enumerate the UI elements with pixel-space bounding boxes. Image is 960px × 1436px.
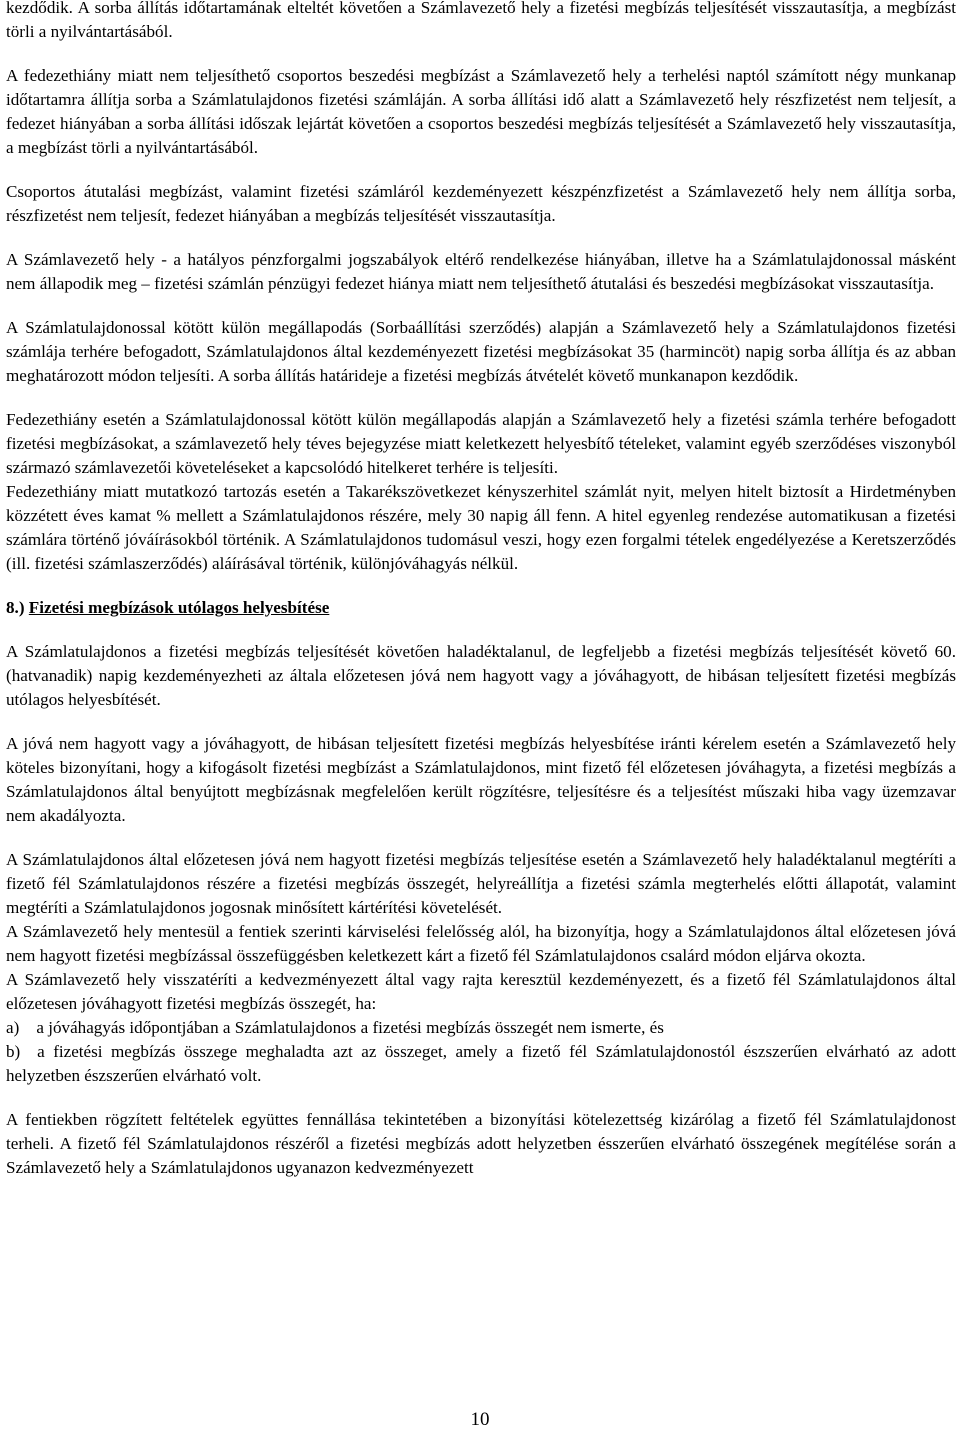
paragraph-gap <box>6 296 956 316</box>
paragraph-liability-exemption: A Számlavezető hely mentesül a fentiek szerinti kárviselési felelősség alól, ha bizonyítja, hogy a Számlatulajdonos által előzetesen jóvá nem hagyott fizetési megbízással összefüggésben keletkezett kárt a fizető fél Számlatulajdonos csalárd módon eljárva okozta. <box>6 922 956 965</box>
paragraph-gap <box>6 44 956 64</box>
page-number: 10 <box>470 1409 490 1430</box>
section-title: Fizetési megbízások utólagos helyesbítése <box>28 598 330 617</box>
paragraph-group-transfer: Csoportos átutalási megbízást, valamint fizetési számláról kezdeményezett készpénzfizetést a Számlavezető hely nem állítja sorba, részfizetést nem teljesít, fedezet hiányában a megbízás teljesítését visszautasítja. <box>6 182 956 225</box>
section-heading <box>6 596 956 620</box>
paragraph-gap <box>6 620 956 640</box>
paragraph-gap <box>6 712 956 732</box>
paragraph-gap <box>6 160 956 180</box>
paragraph-refund-unauthorized: A Számlatulajdonos által előzetesen jóvá nem hagyott fizetési megbízás teljesítése esetén a Számlavezető hely haladéktalanul megtéríti a fizető fél Számlatulajdonos részére a fizetési megbízás összegét, helyreállítja a fizetési számla megterhelés előtti állapotát, valamint megtéríti a Számlatulajdonos jogosnak minősített kártérítési követelését. <box>6 850 956 917</box>
paragraph-credit-line: Fedezethiány esetén a Számlatulajdonossal kötött külön megállapodás alapján a Számlavezető hely a fizetési számla terhére befogadott fizetési megbízásokat, a számlavezető hely téves bejegyzése miatt keletkezett helyesbítő tételeket, valamint egyéb szerződéses viszonyból származó számlavezetői követeléseket a kapcsolódó hitelkeret terhére is teljesíti. <box>6 410 956 477</box>
paragraph-payee-initiated-refund: A Számlavezető hely visszatéríti a kedvezményezett által vagy rajta keresztül kezdeményezett, és a fizető fél Számlatulajdonos által előzetesen jóváhagyott fizetési megbízás összegét, ha: <box>6 970 956 1013</box>
paragraph-gap <box>6 828 956 848</box>
paragraph-gap <box>6 228 956 248</box>
paragraph-gap <box>6 576 956 596</box>
paragraph-forced-credit: Fedezethiány miatt mutatkozó tartozás esetén a Takarékszövetkezet kényszerhitel számlát nyit, melyen hitelt biztosít a Hirdetményben közzétett éves kamat % mellett a Számlatulajdonos részére, mely 30 napig áll fenn. A hitel egyenleg rendezése automatikusan a fizetési számlára történő jóváírásokból történik. A Számlatulajdonos tudomásul veszi, hogy ezen forgalmi tételek engedélyezése a Keretszerződés (ill. fizetési számlaszerződés) aláírásával történik, különjóváhagyás nélkül. <box>6 482 956 573</box>
paragraph-closing: A fentiekben rögzített feltételek együttes fennállása tekintetében a bizonyítási kötelezettség kizárólag a fizető fél Számlatulajdonost terheli. A fizető fél Számlatulajdonos részéről a fizetési megbízás adott helyzetben ésszerűen elvárható összegének megítélése során a Számlavezető hely a Számlatulajdonos ugyanazon kedvezményezett <box>6 1110 956 1177</box>
paragraph-correction-deadline: A Számlatulajdonos a fizetési megbízás teljesítését követően haladéktalanul, de legfeljebb a fizetési megbízás teljesítését követő 60. (hatvanadik) napig kezdeményezheti az általa előzetesen jóvá nem hagyott vagy a jóváhagyott, de hibásan teljesített fizetési megbízás utólagos helyesbítését. <box>6 642 956 709</box>
paragraph-queue-expiry: kezdődik. A sorba állítás időtartamának elteltét követően a Számlavezető hely a fizetési megbízás teljesítését visszautasítja, a megbízást törli a nyilvántartásából. <box>6 0 956 41</box>
paragraph-direct-debit-shortfall: A fedezethiány miatt nem teljesíthető csoportos beszedési megbízást a Számlavezető hely a terhelési naptól számított négy munkanap időtartamra állítja sorba a Számlatulajdonos fizetési számláján. A sorba állítási idő alatt a Számlavezető hely részfizetést nem teljesít, a fedezet hiányában a sorba állítási időszak lejártát követően a csoportos beszedési megbízás teljesítését a Számlavezető hely visszautasítja, a megbízást törli a nyilvántartásából. <box>6 66 956 157</box>
list-item-a: a) a jóváhagyás időpontjában a Számlatulajdonos a fizetési megbízás összegét nem ismerte, és <box>6 1018 664 1037</box>
paragraph-queueing-agreement: A Számlatulajdonossal kötött külön megállapodás (Sorbaállítási szerződés) alapján a Számlavezető hely a Számlatulajdonos fizetési számlája terhére befogadott, Számlatulajdonos által kezdeményezett fizetési megbízásokat 35 (harmincöt) napig sorba állítja és az abban meghatározott módon teljesíti. A sorba állítás határideje a fizetési megbízás átvételét követő munkanapon kezdődik. <box>6 318 956 385</box>
paragraph-gap <box>6 388 956 408</box>
list-item-b: b) a fizetési megbízás összege meghaladta azt az összeget, amely a fizető fél Számlatulajdonostól észszerűen elvárható az adott helyzetben észszerűen elvárható volt. <box>6 1042 956 1085</box>
paragraph-burden-of-proof: A jóvá nem hagyott vagy a jóváhagyott, de hibásan teljesített fizetési megbízás helyesbítése iránti kérelem esetén a Számlavezető hely köteles bizonyítani, hogy a kifogásolt fizetési megbízást a Számlatulajdonos, mint fizető fél előzetesen jóváhagyta, a fizetési megbízás a Számlatulajdonos által benyújtott megbízásnak megfelelően került rögzítésre, teljesítésre és a teljesítést műszaki hiba vagy üzemzavar nem akadályozta. <box>6 734 956 825</box>
document-page <box>6 0 956 1180</box>
section-number: 8.) <box>6 598 25 617</box>
paragraph-gap <box>6 1088 956 1108</box>
paragraph-rejection-rule: A Számlavezető hely - a hatályos pénzforgalmi jogszabályok eltérő rendelkezése hiányában, illetve ha a Számlatulajdonossal másként nem állapodik meg – fizetési számlán pénzügyi fedezet hiánya miatt nem teljesíthető átutalási és beszedési megbízásokat visszautasítja. <box>6 250 956 293</box>
